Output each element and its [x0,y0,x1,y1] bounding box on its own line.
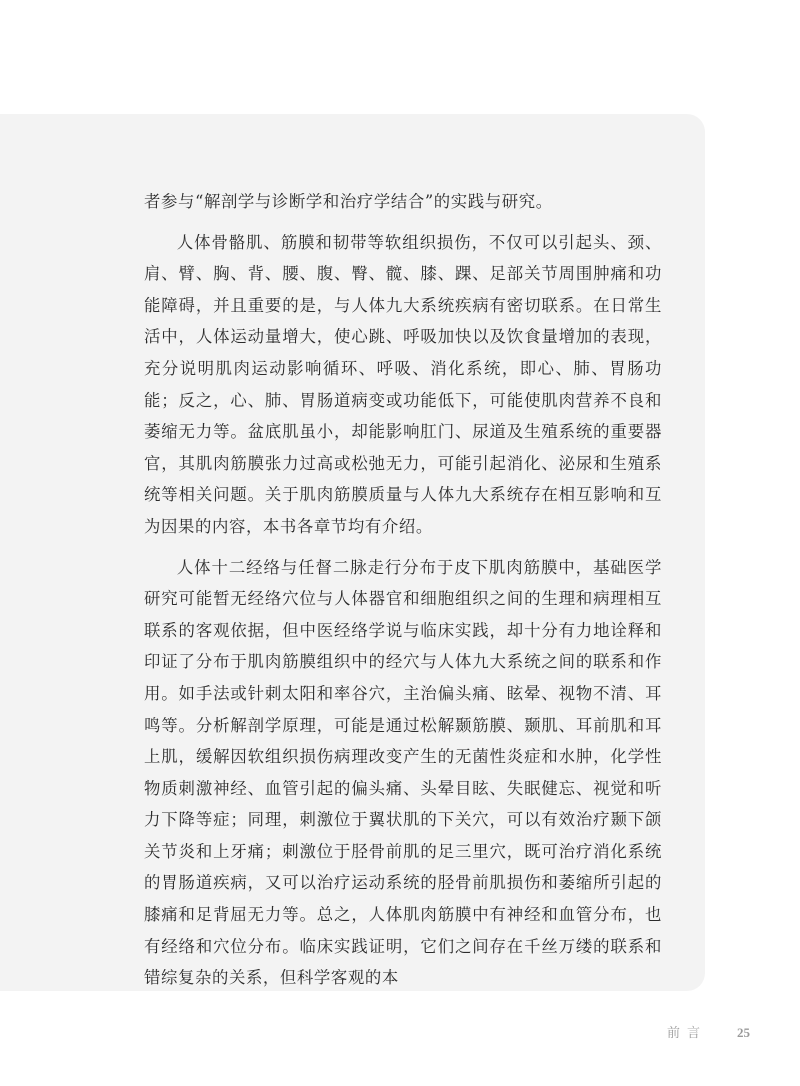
page-body [144,186,662,994]
paragraph-continuation: 者参与“解剖学与诊断学和治疗学结合”的实践与研究。 [144,192,553,211]
page-footer [667,1022,750,1041]
paragraph-meridians: 人体十二经络与任督二脉走行分布于皮下肌肉筋膜中，基础医学研究可能暂无经络穴位与人体器官和细胞组织之间的生理和病理相互联系的客观依据，但中医经络学说与临床实践，却十分有力地诠释和印证了分布于肌肉筋膜组织中的经穴与人体九大系统之间的联系和作用。如手法或针刺太阳和率谷穴，主治偏头痛、眩晕、视物不清、耳鸣等。分析解剖学原理，可能是通过松解颞筋膜、颞肌、耳前肌和耳上肌，缓解因软组织损伤病理改变产生的无菌性炎症和水肿，化学性物质刺激神经、血管引起的偏头痛、头晕目眩、失眠健忘、视觉和听力下降等症；同理，刺激位于翼状肌的下关穴，可以有效治疗颞下颌关节炎和上牙痛；刺激位于胫骨前肌的足三里穴，既可治疗消化系统的胃肠道疾病，又可以治疗运动系统的胫骨前肌损伤和萎缩所引起的膝痛和足背屈无力等。总之，人体肌肉筋膜中有神经和血管分布，也有经络和穴位分布。临床实践证明，它们之间存在千丝万缕的联系和错综复杂的关系，但科学客观的本 [144,557,662,988]
section-label: 前言 [666,1026,707,1041]
page-number: 25 [737,1025,750,1040]
paragraph-soft-tissue: 人体骨骼肌、筋膜和韧带等软组织损伤，不仅可以引起头、颈、肩、臂、胸、背、腰、腹、臀、髋、膝、踝、足部关节周围肿痛和功能障碍，并且重要的是，与人体九大系统疾病有密切联系。在日常生活中，人体运动量增大，使心跳、呼吸加快以及饮食量增加的表现，充分说明肌肉运动影响循环、呼吸、消化系统，即心、肺、胃肠功能；反之，心、肺、胃肠道病变或功能低下，可能使肌肉营养不良和萎缩无力等。盆底肌虽小，却能影响肛门、尿道及生殖系统的重要器官，其肌肉筋膜张力过高或松弛无力，可能引起消化、泌尿和生殖系统等相关问题。关于肌肉筋膜质量与人体九大系统存在相互影响和互为因果的内容，本书各章节均有介绍。 [144,232,662,536]
